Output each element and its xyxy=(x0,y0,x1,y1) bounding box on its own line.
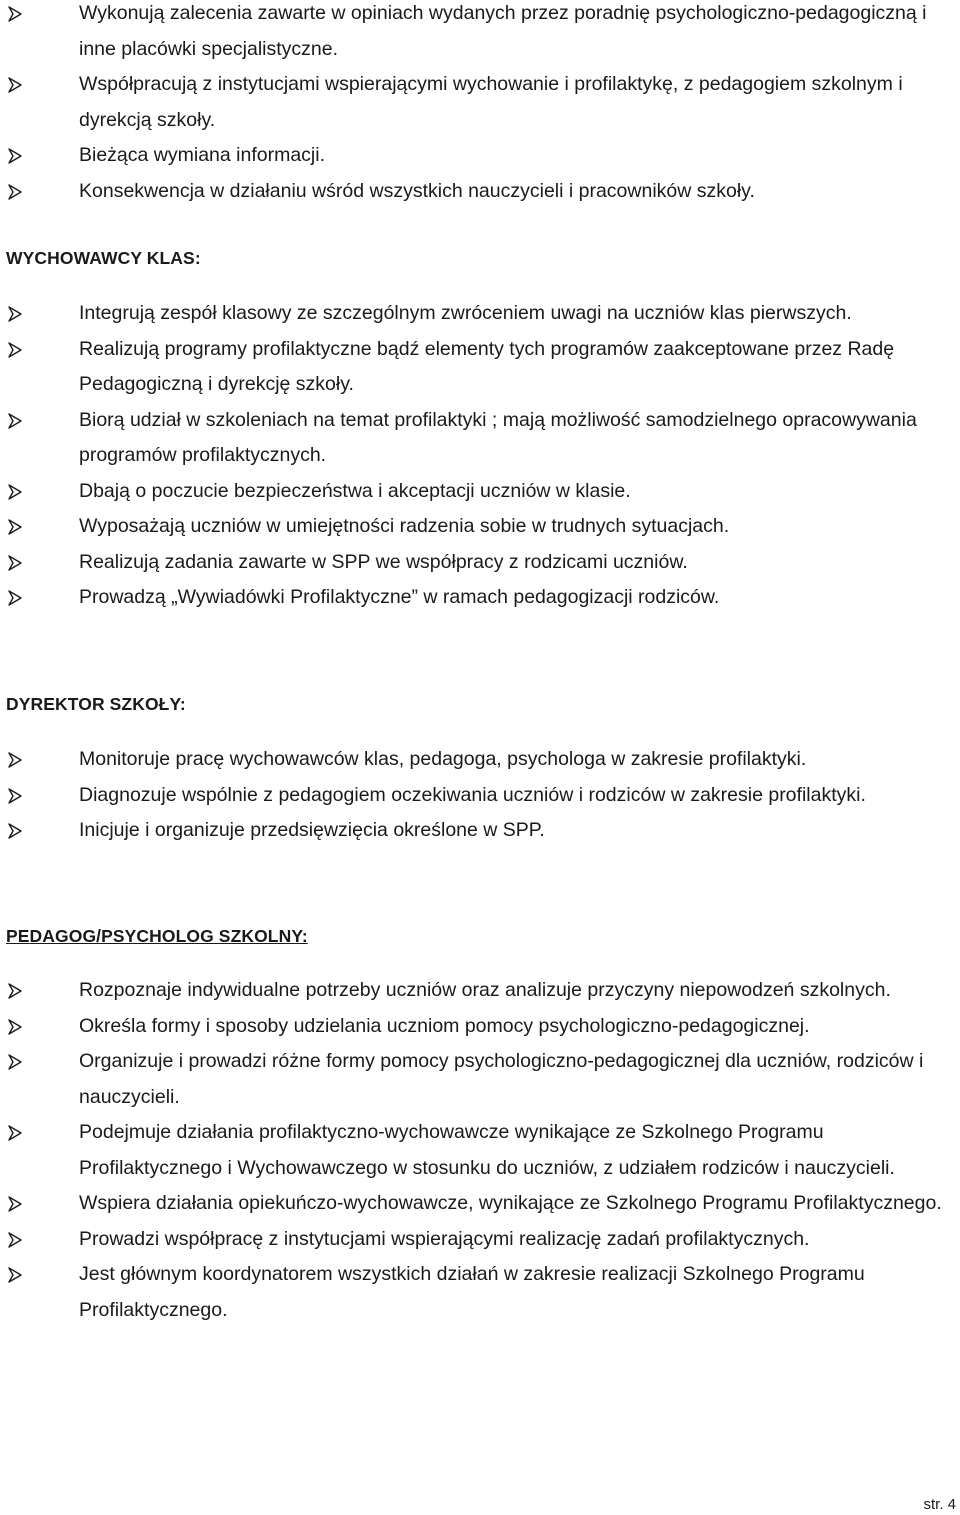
arrowhead-bullet-icon xyxy=(6,751,24,769)
arrowhead-bullet-icon xyxy=(6,1124,24,1142)
arrowhead-bullet-icon xyxy=(6,554,24,572)
section-heading-wychowawcy: WYCHOWAWCY KLAS: xyxy=(6,248,201,268)
section-heading-dyrektor: DYREKTOR SZKOŁY: xyxy=(6,694,186,714)
list-item xyxy=(0,174,960,210)
list-item-text: Monitoruje pracę wychowawców klas, pedagoga, psychologa w zakresie profilaktyki. xyxy=(79,748,807,770)
list-item xyxy=(0,1257,960,1328)
arrowhead-bullet-icon xyxy=(6,787,24,805)
list-item xyxy=(0,1044,960,1115)
list-item-text: Określa formy i sposoby udzielania uczniom pomocy psychologiczno-pedagogicznej. xyxy=(79,1014,810,1037)
list-item xyxy=(0,973,960,1009)
section-heading-pedagog: PEDAGOG/PSYCHOLOG SZKOLNY: xyxy=(6,926,308,946)
list-item-text: Integrują zespół klasowy ze szczególnym zwróceniem uwagi na uczniów klas pierwszych. xyxy=(79,302,852,324)
list-item-text: Prowadzą „Wywiadówki Profilaktyczne” w ramach pedagogizacji rodziców. xyxy=(79,586,720,608)
arrowhead-bullet-icon xyxy=(6,822,24,840)
list-item-text: Wyposażają uczniów w umiejętności radzenia sobie w trudnych sytuacjach. xyxy=(79,515,730,537)
list-item xyxy=(0,509,960,545)
list-item xyxy=(0,474,960,510)
list-item xyxy=(0,0,960,67)
list-item-text: Organizuje i prowadzi różne formy pomocy psychologiczno-pedagogicznej dla uczniów, rodziców i nauczycieli. xyxy=(79,1050,924,1108)
arrowhead-bullet-icon xyxy=(6,305,24,323)
list-item-text: Dbają o poczucie bezpieczeństwa i akceptacji uczniów w klasie. xyxy=(79,479,631,502)
list-item xyxy=(0,813,960,849)
list-item xyxy=(0,580,960,616)
list-item xyxy=(0,332,960,403)
arrowhead-bullet-icon xyxy=(6,183,24,201)
wychowawcy-list xyxy=(0,296,960,616)
list-item-text: Wspiera działania opiekuńczo-wychowawcze, wynikające ze Szkolnego Programu Profilaktycznego. xyxy=(79,1192,942,1214)
list-item xyxy=(0,1222,960,1258)
arrowhead-bullet-icon xyxy=(6,76,24,94)
page-number: str. 4 xyxy=(923,1496,956,1513)
pedagog-section xyxy=(0,973,960,1328)
arrowhead-bullet-icon xyxy=(6,483,24,501)
list-item-text: Podejmuje działania profilaktyczno-wychowawcze wynikające ze Szkolnego Programu Profilaktycznego i Wychowawczego w stosunku do uczniów, z udziałem rodziców i nauczycieli. xyxy=(79,1121,895,1179)
arrowhead-bullet-icon xyxy=(6,341,24,359)
arrowhead-bullet-icon xyxy=(6,1018,24,1036)
arrowhead-bullet-icon xyxy=(6,1231,24,1249)
arrowhead-bullet-icon xyxy=(6,412,24,430)
arrowhead-bullet-icon xyxy=(6,1053,24,1071)
arrowhead-bullet-icon xyxy=(6,1195,24,1213)
list-item xyxy=(0,403,960,474)
list-item xyxy=(0,742,960,778)
intro-section xyxy=(0,0,960,209)
intro-list xyxy=(0,0,960,209)
list-item-text: Rozpoznaje indywidualne potrzeby uczniów oraz analizuje przyczyny niepowodzeń szkolnych. xyxy=(79,979,891,1001)
list-item-text: Realizują programy profilaktyczne bądź elementy tych programów zaakceptowane przez Radę Pedagogiczną i dyrekcję szkoły. xyxy=(79,337,895,395)
list-item xyxy=(0,138,960,174)
list-item xyxy=(0,1186,960,1222)
arrowhead-bullet-icon xyxy=(6,982,24,1000)
pedagog-list xyxy=(0,973,960,1328)
arrowhead-bullet-icon xyxy=(6,5,24,23)
list-item-text: Jest głównym koordynatorem wszystkich działań w zakresie realizacji Szkolnego Programu Profilaktycznego. xyxy=(79,1263,865,1321)
list-item-text: Konsekwencja w działaniu wśród wszystkich nauczycieli i pracowników szkoły. xyxy=(79,179,755,202)
list-item-text: Współpracują z instytucjami wspierającymi wychowanie i profilaktykę, z pedagogiem szkolnym i dyrekcją szkoły. xyxy=(79,73,903,131)
list-item-text: Realizują zadania zawarte w SPP we współpracy z rodzicami uczniów. xyxy=(79,550,688,573)
arrowhead-bullet-icon xyxy=(6,1266,24,1284)
dyrektor-section xyxy=(0,742,960,849)
list-item-text: Wykonują zalecenia zawarte w opiniach wydanych przez poradnię psychologiczno-pedagogiczną i inne placówki specjalistyczne. xyxy=(79,2,927,60)
list-item-text: Biorą udział w szkoleniach na temat profilaktyki ; mają możliwość samodzielnego opracowywania programów profilaktycznych. xyxy=(79,408,917,466)
list-item xyxy=(0,545,960,581)
list-item-text: Inicjuje i organizuje przedsięwzięcia określone w SPP. xyxy=(79,819,545,841)
list-item xyxy=(0,296,960,332)
list-item-text: Bieżąca wymiana informacji. xyxy=(79,144,326,166)
dyrektor-list xyxy=(0,742,960,849)
list-item xyxy=(0,1009,960,1045)
wychowawcy-section xyxy=(0,296,960,616)
list-item xyxy=(0,67,960,138)
list-item-text: Diagnozuje wspólnie z pedagogiem oczekiwania uczniów i rodziców w zakresie profilaktyki. xyxy=(79,783,866,806)
list-item xyxy=(0,778,960,814)
arrowhead-bullet-icon xyxy=(6,589,24,607)
list-item-text: Prowadzi współpracę z instytucjami wspierającymi realizację zadań profilaktycznych. xyxy=(79,1227,810,1250)
arrowhead-bullet-icon xyxy=(6,147,24,165)
list-item xyxy=(0,1115,960,1186)
arrowhead-bullet-icon xyxy=(6,518,24,536)
